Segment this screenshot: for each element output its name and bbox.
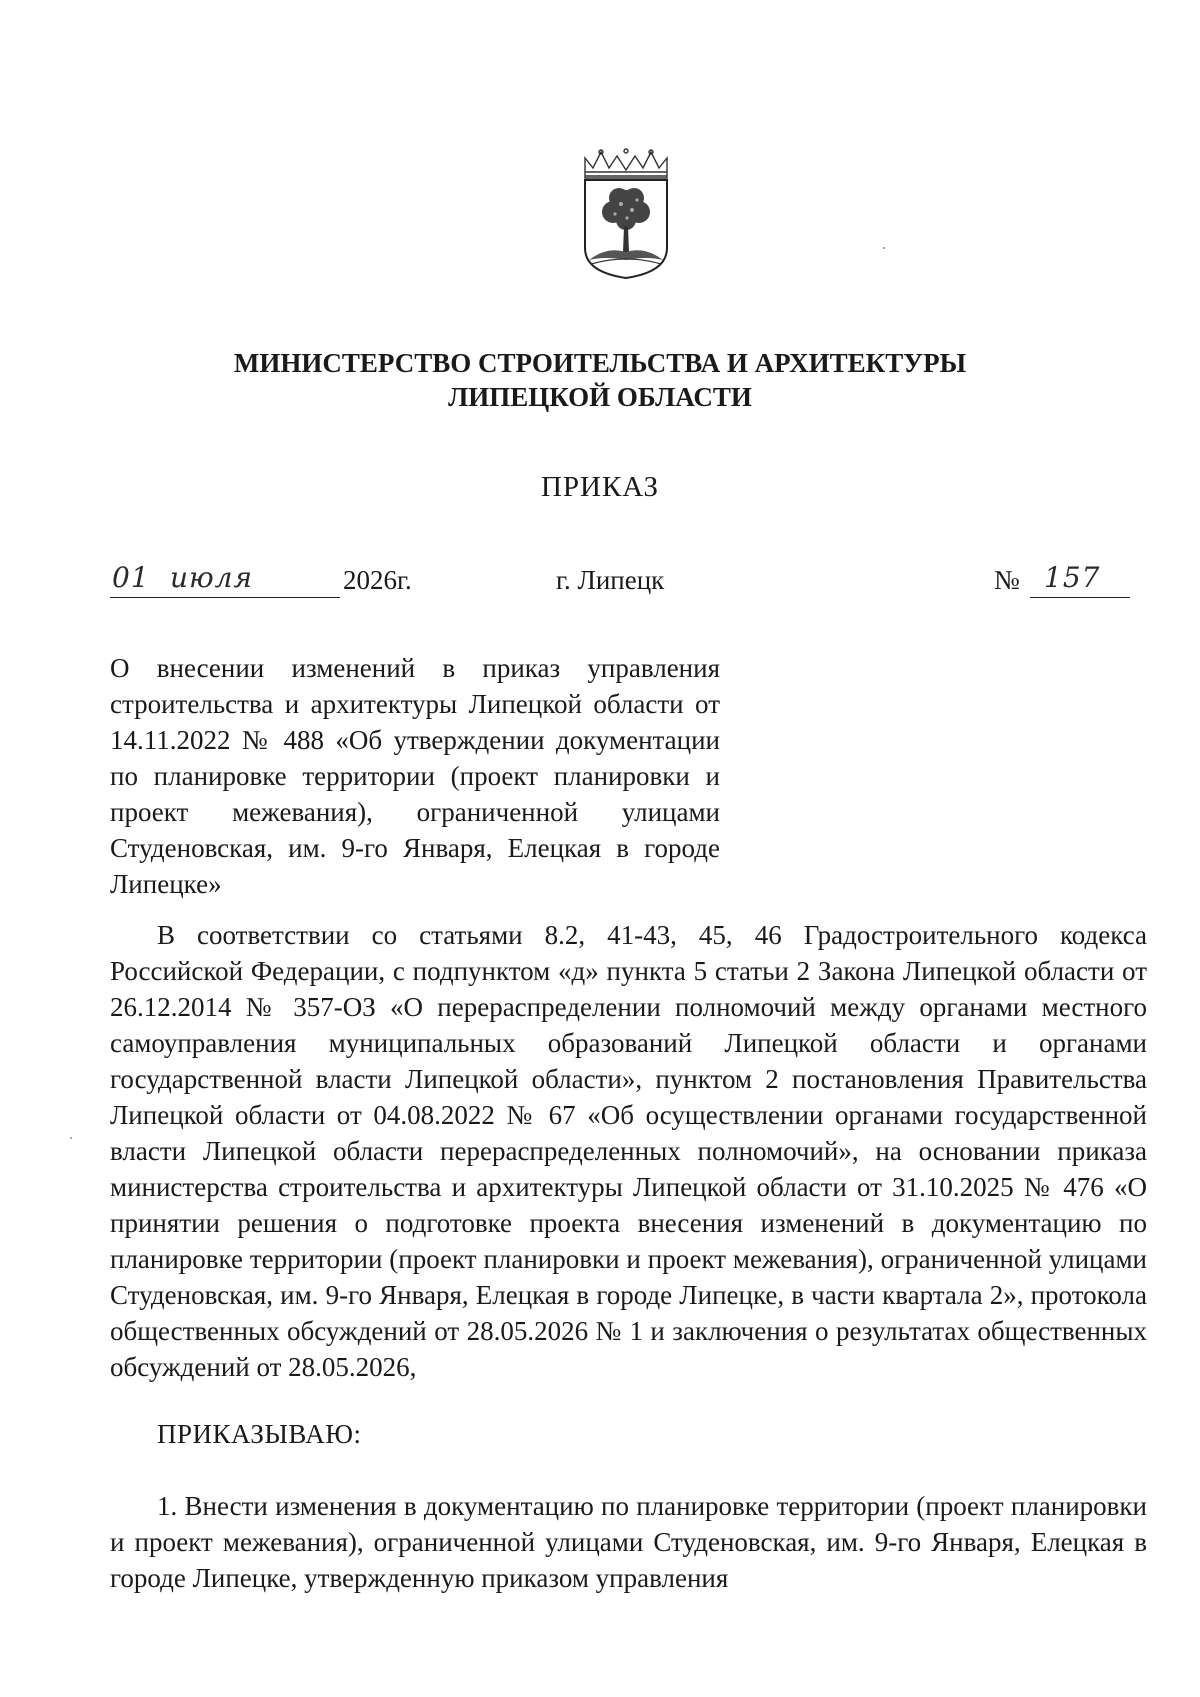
scan-speck [70,1137,72,1139]
number-handwritten: 157 [1044,561,1101,594]
order-item-1: 1. Внести изменения в документацию по планировке территории (проект планировки и проект межевания), ограниченной улицами Студеновская, им. 9-го Января, Елецкая в городе Липецке, утвержденную приказом управления [110,1491,1147,1593]
date-handwritten-field [110,561,340,598]
coat-of-arms-icon [577,148,675,280]
order-subject: О внесении изменений в приказ управления строительства и архитектуры Липецкой области от 14.11.2022 № 488 «Об утверждении документации по планировке территории (проект планировки и проект межевания), ограниченной улицами Студеновская, им. 9-го Января, Елецкая в городе Липецке» [110,653,720,899]
document-type: ПРИКАЗ [540,471,660,503]
city: г. Липецк [556,565,665,595]
scan-speck [883,247,885,249]
date-month-handwritten: июля [170,561,254,594]
date-day-handwritten: 01 [112,561,150,594]
number-handwritten-field [1030,561,1130,598]
date-year: 2026г. [343,565,412,595]
order-word: ПРИКАЗЫВАЮ: [157,1419,362,1449]
ministry-title-line2: ЛИПЕЦКОЙ ОБЛАСТИ [448,382,752,412]
preamble-paragraph: В соответствии со статьями 8.2, 41-43, 45, 46 Градостроительного кодекса Российской Федерации, с подпунктом «д» пункта 5 статьи 2 Закона Липецкой области от 26.12.2014 № 357-ОЗ «О перераспределении полномочий между органами местного самоуправления муниципальных образований Липецкой области и органами государственной власти Липецкой области», пунктом 2 постановления Правительства Липецкой области от 04.08.2022 № 67 «Об осуществлении органами государственной власти Липецкой области перераспределенных полномочий», на основании приказа министерства строительства и архитектуры Липецкой области от 31.10.2025 № 476 «О принятии решения о подготовке проекта внесения изменений в документацию по планировке территории (проект планировки и проект межевания), ограниченной улицами Студеновская, им. 9-го Января, Елецкая в городе Липецке, в части квартала 2», протокола общественных обсуждений от 28.05.2026 № 1 и заключения о результатах общественных обсуждений от 28.05.2026, [110,920,1147,1382]
date-number-line [0,561,1200,605]
ministry-title [0,346,1200,414]
ministry-title-line1: МИНИСТЕРСТВО СТРОИТЕЛЬСТВА И АРХИТЕКТУРЫ [233,348,967,378]
number-sign: № [994,565,1020,595]
